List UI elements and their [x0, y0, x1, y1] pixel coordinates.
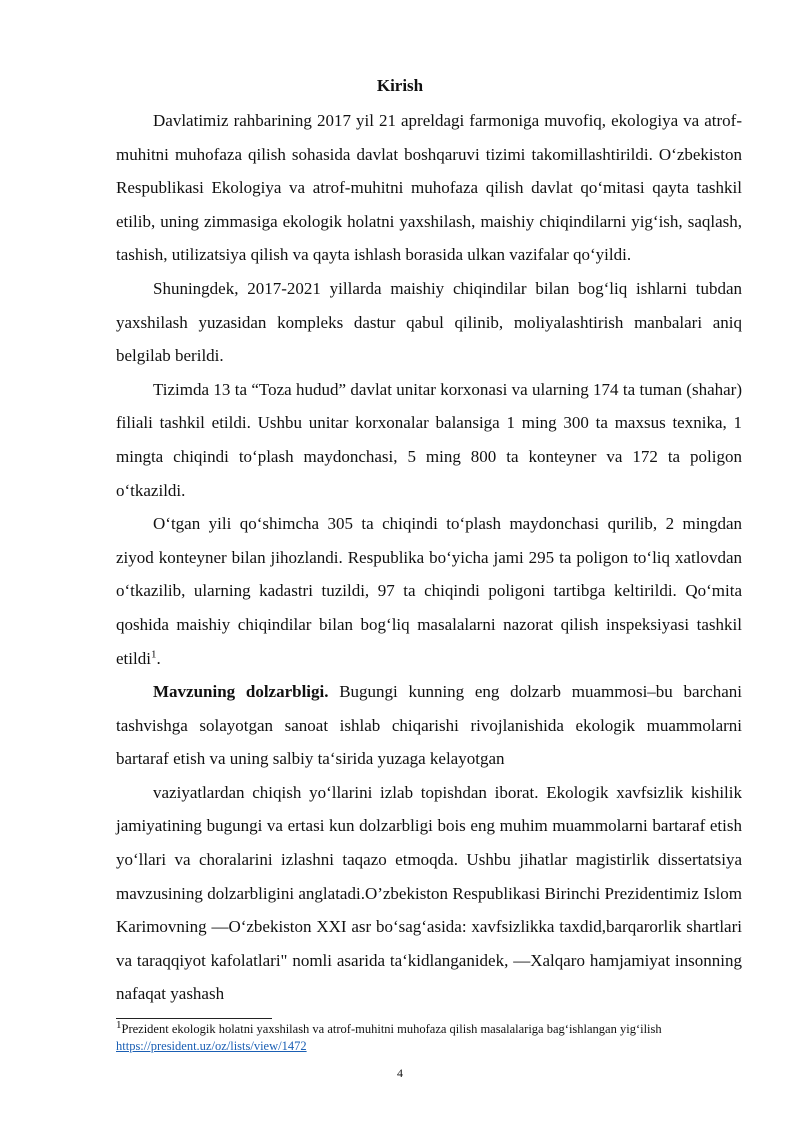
body-text [116, 104, 742, 1011]
footnote [116, 1018, 742, 1055]
paragraph-continuation: vaziyatlardan chiqish yo‘llarini izlab topishdan iborat. Ekologik xavfsizlik kishilik jamiyatining bugungi va ertasi kun dolzarbligi bois eng muhim muammolarni bartaraf etish yo‘llari va choralarini izlashni taqazo etmoqda. Ushbu jihatlar magistirlik dissertatsiya mavzusining dolzarbligini anglatadi.O’zbekiston Respublikasi Birinchi Prezidentimiz Islom Karimovning ―O‘zbekiston XXI asr bo‘sag‘asida: xavfsizlikka taxdid,barqarorlik shartlari va taraqqiyot kafolatlari" nomli asarida ta‘kidlanganidek, ―Xalqaro hamjamiyat insonning nafaqat yashash [116, 782, 742, 1004]
paragraph-program: Shuningdek, 2017-2021 yillarda maishiy chiqindilar bilan bog‘liq ishlarni tubdan yaxshilash yuzasidan kompleks dastur qabul qilinib, moliyalashtirish manbalari aniq belgilab berildi. [116, 278, 742, 366]
paragraph-last-year: O‘tgan yili qo‘shimcha 305 ta chiqindi to‘plash maydonchasi qurilib, 2 mingdan ziyod konteyner bilan jihozlandi. Respublika bo‘yicha jami 295 ta poligon to‘liq xatlovdan o‘tkazilib, ularning kadastri tuzildi, 97 ta chiqindi poligoni tartibga keltirildi. Qo‘mita qoshida maishiy chiqindilar bilan bog‘liq masalalarni nazorat qilish inspeksiyasi tashkil etildi$^1$. [116, 514, 742, 668]
section-title: Kirish [376, 76, 424, 95]
paragraph-toza-hudud: Tizimda 13 ta “Toza hudud” davlat unitar korxonasi va ularning 174 ta tuman (shahar) filiali tashkil etildi. Ushbu unitar korxonalar balansiga 1 ming 300 ta maxsus texnika, 1 mingta chiqindi to‘plash maydonchasi, 5 ming 800 ta konteyner va 172 ta poligon o‘tkazildi. [116, 379, 742, 500]
paragraph-last-year-text: O‘tgan yili qo‘shimcha 305 ta chiqindi to‘plash maydonchasi qurilib, 2 mingdan ziyod konteyner bilan jihozlandi. Respublika bo‘yicha jami 295 ta poligon to‘liq xatlovdan o‘tkazilib, ularning kadastri tuzildi, 97 ta chiqindi poligoni tartibga keltirildi. Qo‘mita qoshida maishiy chiqindilar bilan bog‘liq masalalarni nazorat qilish inspeksiyasi tashkil etildi [116, 514, 742, 668]
footnote-separator [116, 1018, 272, 1019]
relevance-heading: Mavzuning dolzarbligi. [153, 682, 329, 702]
paragraph-decree: Davlatimiz rahbarining 2017 yil 21 apreldagi farmoniga muvofiq, ekologiya va atrof-muhitni muhofaza qilish sohasida davlat boshqaruvi tizimi takomillashtirildi. O‘zbekiston Respublikasi Ekologiya va atrof-muhitni muhofaza qilish davlat qo‘mitasi qayta tashkil etilib, uning zimmasiga ekologik holatni yaxshilash, maishiy chiqindilarni yig‘ish, saqlash, tashish, utilizatsiya qilish va qayta ishlash borasida ulkan vazifalar qo‘yildi. [116, 111, 742, 265]
footnote-link[interactable]: https://president.uz/oz/lists/view/1472 [116, 1039, 307, 1053]
footnote-reference[interactable]: 1 [150, 647, 157, 660]
paragraph-relevance [116, 675, 742, 776]
page-number: 4 [397, 1066, 403, 1080]
footnote-marker: 1 [116, 1018, 122, 1031]
footnote-text: Prezident ekologik holatni yaxshilash va atrof-muhitni muhofaza qilish masalalariga bag‘ishlangan yig‘ilish [121, 1022, 662, 1036]
relevance-text: Bugungi kunning eng dolzarb muammosi–bu barchani tashvishga solayotgan sanoat ishlab chiqarishi rivojlanishida ekologik muammolarni bartaraf etish va uning salbiy ta‘sirida yuzaga kelayotgan [116, 682, 742, 769]
